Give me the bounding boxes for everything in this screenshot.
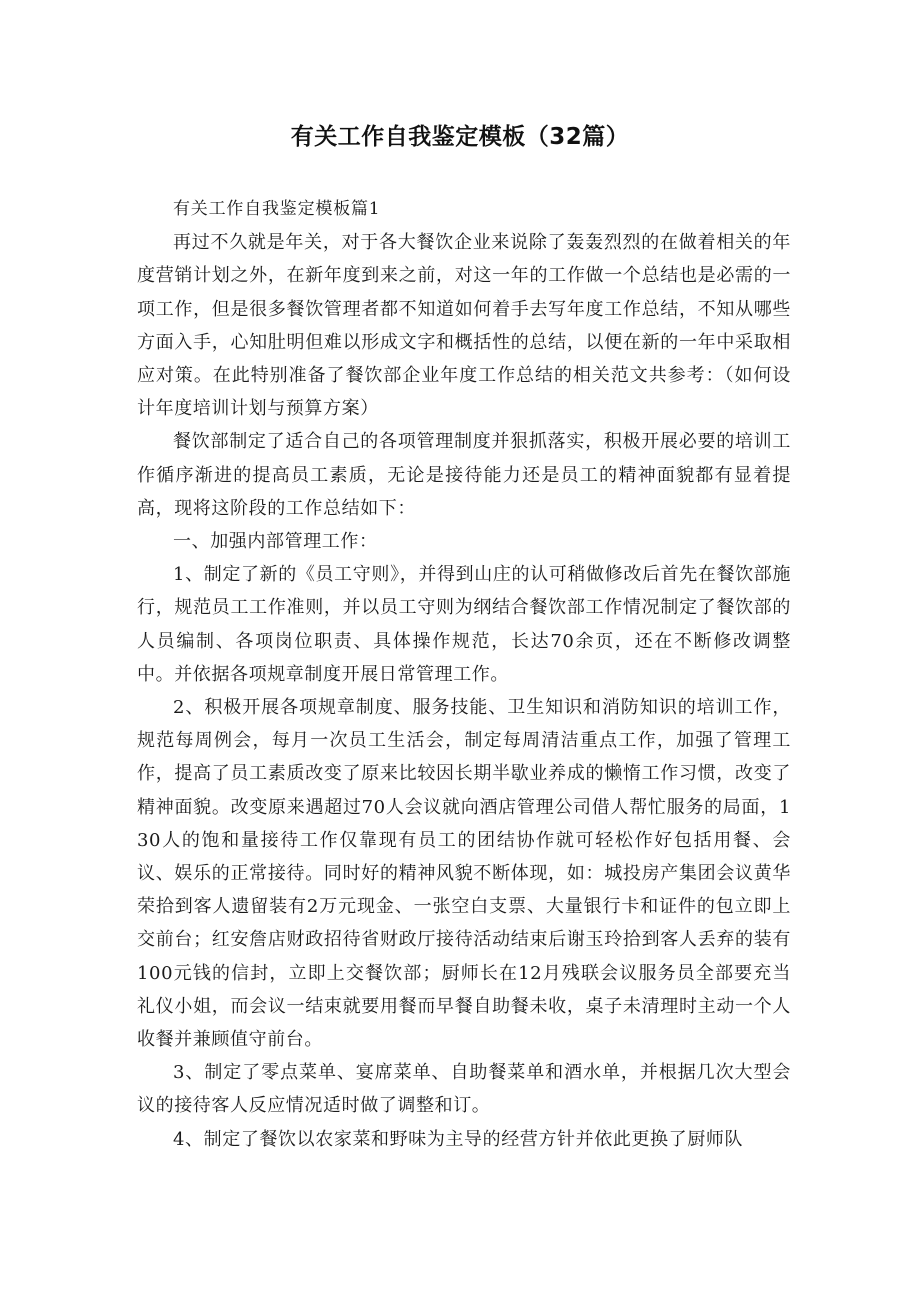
paragraph-overview: 餐饮部制定了适合自己的各项管理制度并狠抓落实，积极开展必要的培训工作循序渐进的提高员工素质，无论是接待能力还是员工的精神面貌都有显着提高，现将这阶段的工作总结如下：: [137, 431, 791, 519]
paragraph-item-1: 1、制定了新的《员工守则》，并得到山庄的认可稍做修改后首先在餐饮部施行，规范员工工作准则，并以员工守则为纲结合餐饮部工作情况制定了餐饮部的人员编制、各项岗位职责、具体操作规范，长达70余页，还在不断修改调整中。并依据各项规章制度开展日常管理工作。: [137, 564, 791, 685]
paragraph-item-4: 4、制定了餐饮以农家菜和野味为主导的经营方针并依此更换了厨师队: [173, 1128, 744, 1150]
document-body: [137, 193, 791, 1156]
section-heading: 有关工作自我鉴定模板篇1: [173, 199, 381, 219]
paragraph-item-3: 3、制定了零点菜单、宴席菜单、自助餐菜单和酒水单，并根据几次大型会议的接待客人反应情况适时做了调整和订。: [137, 1062, 791, 1117]
paragraph-item-2: 2、积极开展各项规章制度、服务技能、卫生知识和消防知识的培训工作，规范每周例会，每月一次员工生活会，制定每周清洁重点工作，加强了管理工作，提高了员工素质改变了原来比较因长期半歇业养成的懒惰工作习惯，改变了精神面貌。改变原来遇超过70人会议就向酒店管理公司借人帮忙服务的局面，130人的饱和量接待工作仅靠现有员工的团结协作就可轻松作好包括用餐、会议、娱乐的正常接待。同时好的精神风貌不断体现，如：城投房产集团会议黄华荣拾到客人遗留装有2万元现金、一张空白支票、大量银行卡和证件的包立即上交前台；红安詹店财政招待省财政厅接待活动结束后谢玉玲拾到客人丢弃的装有100元钱的信封，立即上交餐饮部；厨师长在12月残联会议服务员全部要充当礼仪小姐，而会议一结束就要用餐而早餐自助餐未收，桌子未清理时主动一个人收餐并兼顾值守前台。: [137, 697, 791, 1051]
paragraph-heading-management: 一、加强内部管理工作：: [173, 531, 378, 553]
paragraph-intro: 再过不久就是年关，对于各大餐饮企业来说除了轰轰烈烈的在做着相关的年度营销计划之外，在新年度到来之前，对这一年的工作做一个总结也是必需的一项工作，但是很多餐饮管理者都不知道如何着手去写年度工作总结，不知从哪些方面入手，心知肚明但难以形成文字和概括性的总结，以便在新的一年中采取相应对策。在此特别准备了餐饮部企业年度工作总结的相关范文共参考：（如何设计年度培训计划与预算方案）: [137, 232, 791, 420]
document-title: 有关工作自我鉴定模板（32篇）: [290, 124, 630, 150]
